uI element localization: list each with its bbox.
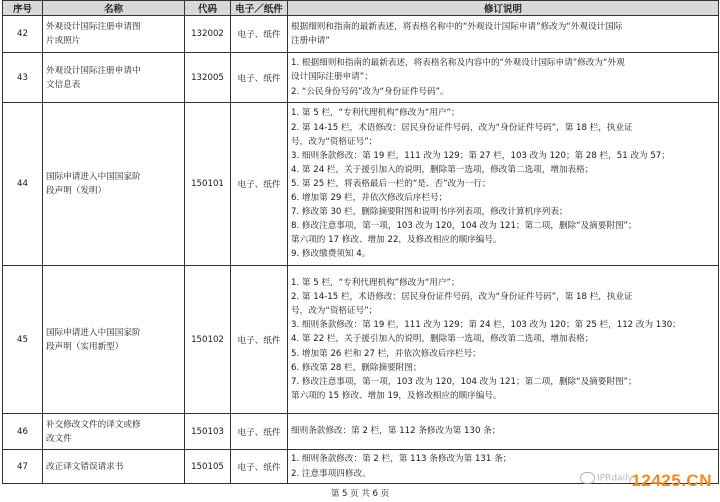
form-code: 132002 (185, 16, 231, 53)
form-code: 150101 (185, 103, 231, 266)
form-name: 外观设计国际注册申请中 文信息表 (43, 53, 185, 103)
table-row (3, 103, 719, 266)
wechat-account-watermark: IPRdaily (580, 472, 633, 484)
row-number: 45 (3, 266, 43, 414)
row-number: 42 (3, 16, 43, 53)
form-type: 电子、纸件 (231, 414, 288, 450)
page-footer: 第 5 页 共 6 页 (330, 489, 390, 499)
revision-table (2, 0, 719, 484)
revision-note: 1. 根据细则和指南的最新表述，将表格名称及内容中的“外观设计国际申请”修改为“外观 设计国际注册申请”； 2. “公民身份号码”改为“身份证件号码”。 (288, 53, 719, 103)
form-type: 电子、纸件 (231, 103, 288, 266)
table-row (3, 53, 719, 103)
revision-note: 1. 第 5 栏，“专利代理机构”修改为“用户”； 2. 第 14-15 栏，术语修改：居民身份证件号码，改为“身份证件号码”，第 18 栏，执业证 号，改为“资格证号”； 3. 细则条款修改：第 19 栏，111 改为 129；第 24 栏，103 改为 120；第 25 栏，112 改为 130； 4. 第 22 栏，关于援引加入的说明，删除第一选项，修改第二选项，增加表格； 5. 增加第 26 栏和 27 栏，并依次修改后序栏号； 6. 修改第 28 栏，删除摘要附图； 7. 修改注意事项，第一项，103 改为 120，104 改为 121；第二项，删除“及摘要附图”； 第六项的 15 修改、增加 19，及修改相应的顺序编号。 (288, 266, 719, 414)
header-no: 序号 (3, 1, 43, 16)
revision-note: 细则条款修改：第 2 栏，第 112 条修改为第 130 条； (288, 414, 719, 450)
form-code: 132005 (185, 53, 231, 103)
header-note: 修订说明 (288, 1, 719, 16)
form-name: 国际申请进入中国国家阶 段声明（发明） (43, 103, 185, 266)
row-number: 47 (3, 450, 43, 484)
form-type: 电子、纸件 (231, 450, 288, 484)
revision-note: 1. 细则条款修改：第 2 栏，第 113 条修改为第 131 条； 2. 注意事项四修改。 (288, 450, 719, 484)
site-watermark: 12425.CN (631, 471, 712, 490)
revision-note: 根据细则和指南的最新表述，将表格名称中的“外观设计国际申请”修改为“外观设计国际 注册申请” (288, 16, 719, 53)
form-code: 150102 (185, 266, 231, 414)
form-name: 外观设计国际注册申请图 片或照片 (43, 16, 185, 53)
row-number: 46 (3, 414, 43, 450)
form-name: 补交修改文件的译文或修 改文件 (43, 414, 185, 450)
table-row (3, 266, 719, 414)
form-name: 国际申请进入中国国家阶 段声明（实用新型） (43, 266, 185, 414)
form-code: 150103 (185, 414, 231, 450)
header-name: 名称 (43, 1, 185, 16)
table-row (3, 16, 719, 53)
header-form: 电子／纸件 (231, 1, 288, 16)
form-code: 150105 (185, 450, 231, 484)
form-type: 电子、纸件 (231, 266, 288, 414)
header-code: 代码 (185, 1, 231, 16)
table-header-row (3, 1, 719, 16)
form-name: 改正译文错误请求书 (43, 450, 185, 484)
revision-note: 1. 第 5 栏，“专利代理机构”修改为“用户”； 2. 第 14-15 栏，术语修改：居民身份证件号码，改为“身份证件号码”，第 18 栏，执业证 号，改为“资格证号”； 3. 细则条款修改：第 19 栏，111 改为 129；第 27 栏，103 改为 120；第 28 栏，51 改为 57； 4. 第 24 栏，关于援引加入的说明，删除第一选项，修改第二选项，增加表格； 5. 第 25 栏，将表格最后一栏的“是、否”改为一行； 6. 增加第 29 栏，并依次修改后序栏号； 7. 修改第 30 栏，删除摘要附图和说明书序列表项，修改计算机序列表； 8. 修改注意事项，第一项，103 改为 120，104 改为 121；第二项，删除“及摘要附图”； 第六项的 17 修改、增加 22，及修改相应的顺序编号。 9. 修改缴费须知 4。 (288, 103, 719, 266)
wechat-icon (580, 472, 595, 484)
row-number: 43 (3, 53, 43, 103)
table-row (3, 414, 719, 450)
row-number: 44 (3, 103, 43, 266)
form-type: 电子、纸件 (231, 53, 288, 103)
form-type: 电子、纸件 (231, 16, 288, 53)
